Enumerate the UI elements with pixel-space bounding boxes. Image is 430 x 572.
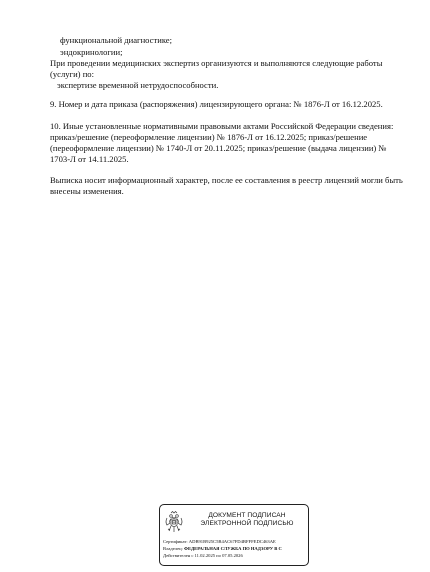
section-10-line-4: 1703-Л от 14.11.2025. [50,154,129,164]
section-10-heading: 10. Иные установленные нормативными правовыми актами Российской Федерации сведения: [50,121,394,131]
text-line-temporary-disability: экспертизе временной нетрудоспособности. [57,80,219,90]
text-line-services: (услуги) по: [50,69,94,79]
text-line-expertise-intro: При проведении медицинских экспертиз организуются и выполняются следующие работы [50,58,383,68]
stamp-owner [163,546,282,552]
electronic-signature-stamp [159,504,309,566]
section-9-order-number: 9. Номер и дата приказа (распоряжения) лицензирующего органа: № 1876-Л от 16.12.2025. [50,99,383,109]
stamp-certificate: Сертификат: ADB91B925C5B4AC67FD4BFFFEDC463AE [163,539,276,544]
text-line-endocrinology: эндокринологии; [60,47,123,57]
stamp-title-line-1: ДОКУМЕНТ ПОДПИСАН [208,512,286,519]
stamp-title [190,512,304,528]
section-10-line-3: (переоформление лицензии) № 1740-Л от 20.11.2025; приказ/решение (выдача лицензии) № [50,143,387,153]
stamp-owner-value: ФЕДЕРАЛЬНАЯ СЛУЖБА ПО НАДЗОРУ В С [184,546,282,551]
section-10-line-2: приказ/решение (переоформление лицензии) № 1876-Л от 16.12.2025; приказ/решение [50,132,368,142]
text-line-functional-diagnostics: функциональной диагностике; [60,35,173,45]
stamp-validity: Действителен с 11.02.2025 по 07.05.2026 [163,553,243,558]
stamp-title-line-2: ЭЛЕКТРОННОЙ ПОДПИСЬЮ [200,520,294,527]
disclaimer-line-2: внесены изменения. [50,186,124,196]
disclaimer-line-1: Выписка носит информационный характер, после ее составления в реестр лицензий могли быть [50,175,403,185]
double-headed-eagle-icon [164,510,184,536]
stamp-owner-label: Владелец: [163,546,183,551]
